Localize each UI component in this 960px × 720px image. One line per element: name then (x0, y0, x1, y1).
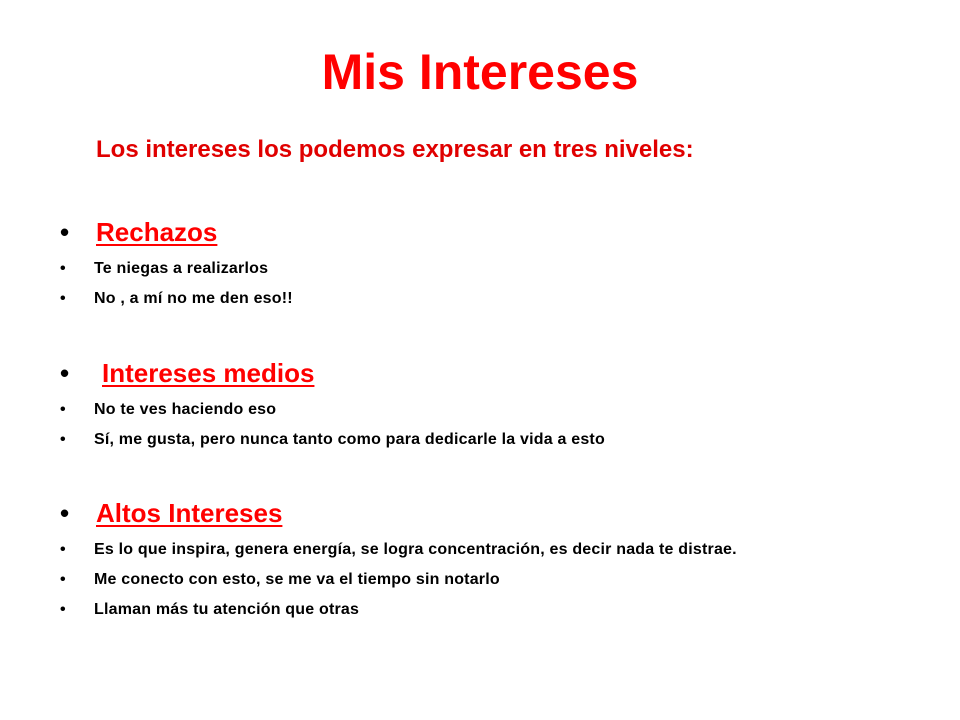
list-item-text: No te ves haciendo eso (94, 401, 277, 418)
section-heading-row (60, 355, 605, 391)
section-heading: Intereses medios (102, 358, 315, 388)
list-item (60, 425, 605, 455)
slide-subtitle: Los intereses los podemos expresar en tres niveles: (96, 136, 694, 163)
list-item (60, 565, 737, 595)
list-item (60, 535, 737, 565)
section-altos-intereses (60, 495, 737, 625)
bullet-icon: • (60, 290, 66, 307)
bullet-icon: • (60, 571, 66, 588)
list-item (60, 284, 293, 314)
list-item-text: Es lo que inspira, genera energía, se logra concentración, es decir nada te distrae. (94, 541, 737, 558)
list-item (60, 395, 605, 425)
bullet-icon: • (60, 601, 66, 618)
list-item-text: Me conecto con esto, se me va el tiempo sin notarlo (94, 571, 500, 588)
bullet-icon: • (60, 541, 66, 558)
bullet-icon: • (60, 358, 70, 388)
list-item (60, 595, 737, 625)
section-heading: Altos Intereses (96, 498, 283, 528)
bullet-icon: • (60, 401, 66, 418)
slide-title: Mis Intereses (321, 44, 639, 100)
list-item-text: Llaman más tu atención que otras (94, 601, 360, 618)
section-heading-row (60, 495, 737, 531)
list-item (60, 254, 293, 284)
section-intereses-medios (60, 355, 605, 455)
list-item-text: Sí, me gusta, pero nunca tanto como para dedicarle la vida a esto (94, 431, 605, 448)
list-item-text: No , a mí no me den eso!! (94, 290, 293, 307)
bullet-icon: • (60, 431, 66, 448)
section-heading: Rechazos (96, 217, 218, 247)
section-rechazos (60, 214, 293, 314)
bullet-icon: • (60, 260, 66, 277)
section-heading-row (60, 214, 293, 250)
bullet-icon: • (60, 217, 70, 247)
bullet-icon: • (60, 498, 70, 528)
list-item-text: Te niegas a realizarlos (94, 260, 269, 277)
